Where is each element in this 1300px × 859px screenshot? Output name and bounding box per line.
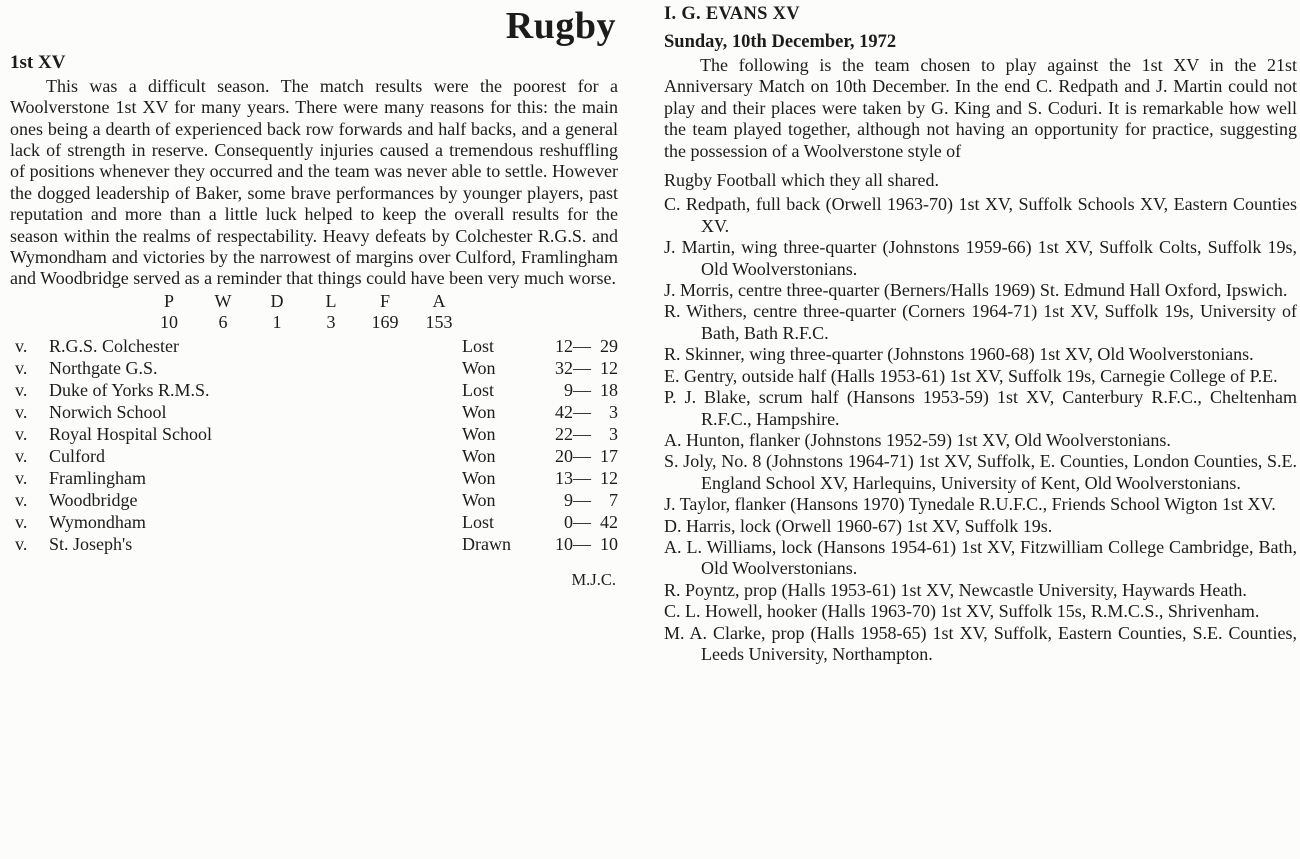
summary-value-cell: 3 (326, 311, 336, 332)
score-for: 42 (555, 401, 573, 422)
match-outcome: Won (462, 445, 496, 466)
player-entry: R. Withers, centre three-quarter (Corners 1964-71) 1st XV, Suffolk 19s, University of Bath, Bath R.F.C. (664, 301, 1297, 343)
match-score (542, 533, 618, 555)
opponent-name: Wymondham (49, 511, 146, 532)
result-row (10, 467, 618, 489)
score-dash: — (573, 357, 591, 378)
summary-header-cell: P (163, 290, 174, 311)
player-entry: R. Skinner, wing three-quarter (Johnstons 1960-68) 1st XV, Old Woolverstonians. (664, 344, 1254, 365)
summary-header-cell: L (325, 290, 337, 311)
match-outcome: Won (462, 401, 496, 422)
score-for: 32 (555, 357, 573, 378)
score-dash: — (573, 511, 591, 532)
score-against: 12 (600, 467, 618, 488)
player-entry: S. Joly, No. 8 (Johnstons 1964-71) 1st XV, Suffolk, E. Counties, London Counties, S.E. England School XV, Harlequins, University of Kent, Old Woolverstonians. (664, 451, 1297, 493)
player-entry: C. L. Howell, hooker (Halls 1963-70) 1st XV, Suffolk 15s, R.M.C.S., Shrivenham. (664, 601, 1260, 622)
summary-header-cell: A (432, 290, 446, 311)
match-score (542, 335, 618, 357)
score-against: 7 (609, 489, 618, 510)
versus-label: v. (15, 423, 28, 444)
score-for: 13 (555, 467, 573, 488)
player-entry: M. A. Clarke, prop (Halls 1958-65) 1st XV, Suffolk, Eastern Counties, S.E. Counties, Leeds University, Northampton. (664, 622, 1297, 664)
player-entry: D. Harris, lock (Orwell 1960-67) 1st XV, Suffolk 19s. (664, 515, 1053, 536)
score-against: 29 (600, 335, 618, 356)
match-outcome: Lost (462, 379, 495, 400)
player-entry: R. Poyntz, prop (Halls 1953-61) 1st XV, Newcastle University, Haywards Heath. (664, 579, 1247, 600)
paragraph-continuation: Rugby Football which they all shared. (664, 170, 939, 191)
player-entry: E. Gentry, outside half (Halls 1953-61) 1st XV, Suffolk 19s, Carnegie College of P.E. (664, 365, 1278, 386)
score-for: 0 (564, 511, 573, 532)
versus-label: v. (15, 511, 28, 532)
score-for: 22 (555, 423, 573, 444)
score-dash: — (573, 335, 591, 356)
opponent-name: Framlingham (49, 467, 146, 488)
score-dash: — (573, 423, 591, 444)
score-against: 12 (600, 357, 618, 378)
result-row (10, 423, 618, 445)
players-list (664, 194, 1297, 665)
summary-header-cell: F (379, 290, 390, 311)
opponent-name: St. Joseph's (49, 533, 133, 554)
match-date-heading: Sunday, 10th December, 1972 (664, 32, 897, 52)
match-outcome: Lost (462, 511, 495, 532)
score-against: 17 (600, 445, 618, 466)
versus-label: v. (15, 445, 28, 466)
versus-label: v. (15, 379, 28, 400)
player-entry: J. Morris, centre three-quarter (Berners/Halls 1969) St. Edmund Hall Oxford, Ipswich. (664, 280, 1288, 301)
score-for: 9 (564, 489, 573, 510)
result-row (10, 489, 618, 511)
score-dash: — (573, 467, 591, 488)
opponent-name: Woodbridge (49, 489, 138, 510)
result-row (10, 335, 618, 357)
match-score (542, 357, 618, 379)
versus-label: v. (15, 357, 28, 378)
score-for: 20 (555, 445, 573, 466)
evans-xv-heading: I. G. EVANS XV (664, 4, 800, 24)
summary-header-cell: D (270, 290, 284, 311)
page-title: Rugby (505, 5, 616, 47)
match-score (542, 489, 618, 511)
match-score (542, 423, 618, 445)
summary-values-row (142, 312, 618, 333)
author-initials: M.J.C. (571, 569, 616, 589)
opponent-name: Norwich School (49, 401, 167, 422)
score-against: 18 (600, 379, 618, 400)
player-entry: C. Redpath, full back (Orwell 1963-70) 1st XV, Suffolk Schools XV, Eastern Counties XV. (664, 194, 1297, 236)
match-score (542, 379, 618, 401)
right-column (664, 4, 1297, 665)
match-score (542, 445, 618, 467)
score-against: 42 (600, 511, 618, 532)
score-for: 10 (555, 533, 573, 554)
result-row (10, 445, 618, 467)
match-outcome: Lost (462, 335, 495, 356)
result-row (10, 379, 618, 401)
opponent-name: R.G.S. Colchester (49, 335, 179, 356)
score-against: 10 (600, 533, 618, 554)
score-dash: — (573, 533, 591, 554)
match-outcome: Won (462, 489, 496, 510)
score-dash: — (573, 489, 591, 510)
match-outcome: Won (462, 423, 496, 444)
match-outcome: Drawn (462, 533, 511, 554)
player-entry: J. Martin, wing three-quarter (Johnstons 1959-66) 1st XV, Suffolk Colts, Suffolk 19s, Old Woolverstonians. (664, 237, 1297, 279)
summary-value-cell: 153 (425, 311, 453, 332)
player-entry: A. Hunton, flanker (Johnstons 1952-59) 1st XV, Old Woolverstonians. (664, 429, 1171, 450)
summary-value-cell: 1 (272, 311, 282, 332)
opponent-name: Culford (49, 445, 105, 466)
result-row (10, 357, 618, 379)
versus-label: v. (15, 335, 28, 356)
result-row (10, 511, 618, 533)
score-dash: — (573, 445, 591, 466)
score-against: 3 (609, 401, 618, 422)
opponent-name: Royal Hospital School (49, 423, 212, 444)
match-score (542, 467, 618, 489)
section-heading-1st-xv: 1st XV (10, 51, 66, 73)
result-row (10, 401, 618, 423)
summary-value-cell: 6 (218, 311, 228, 332)
summary-header-cell: W (214, 290, 232, 311)
player-entry: P. J. Blake, scrum half (Hansons 1953-59) 1st XV, Canterbury R.F.C., Cheltenham R.F.C., Hampshire. (664, 387, 1297, 429)
match-outcome: Won (462, 357, 496, 378)
opponent-name: Duke of Yorks R.M.S. (49, 379, 210, 400)
result-row (10, 533, 618, 555)
summary-table (142, 291, 618, 333)
score-for: 9 (564, 379, 573, 400)
versus-label: v. (15, 533, 28, 554)
opponent-name: Northgate G.S. (49, 357, 158, 378)
match-outcome: Won (462, 467, 496, 488)
results-list (10, 335, 618, 555)
score-against: 3 (609, 423, 618, 444)
score-dash: — (573, 379, 591, 400)
score-dash: — (573, 401, 591, 422)
match-score (542, 511, 618, 533)
season-summary-paragraph: This was a difficult season. The match results were the poorest for a Woolverstone 1st XV for many years. There were many reasons for this: the main ones being a dearth of experienced back row forwards and half backs, and a general lack of strength in reserve. Consequently injuries caused a tremendous reshuffling of positions whenever they occurred and the team was never able to settle. However the dogged leadership of Baker, some brave performances by younger players, past reputation and more than a little luck helped to keep the overall results for the season within the realms of respectability. Heavy defeats by Colchester R.G.S. and Wymondham and victories by the narrowest of margins over Culford, Framlingham and Woodbridge served as a reminder that things could have been very much worse. (10, 75, 618, 289)
summary-header-row (142, 291, 618, 312)
summary-value-cell: 169 (371, 311, 399, 332)
team-announcement-paragraph: The following is the team chosen to play against the 1st XV in the 21st Anniversary Match on 10th December. In the end C. Redpath and J. Martin could not play and their places were taken by G. King and S. Coduri. It is remarkable how well the team played together, although not having an opportunity for practice, suggesting the possession of a Woolverstone style of (664, 55, 1297, 161)
versus-label: v. (15, 401, 28, 422)
versus-label: v. (15, 489, 28, 510)
summary-value-cell: 10 (160, 311, 178, 332)
left-column (10, 0, 618, 590)
score-for: 12 (555, 335, 573, 356)
match-score (542, 401, 618, 423)
player-entry: J. Taylor, flanker (Hansons 1970) Tynedale R.U.F.C., Friends School Wigton 1st XV. (664, 494, 1276, 515)
versus-label: v. (15, 467, 28, 488)
player-entry: A. L. Williams, lock (Hansons 1954-61) 1st XV, Fitzwilliam College Cambridge, Bath, Old Woolverstonians. (664, 536, 1297, 579)
